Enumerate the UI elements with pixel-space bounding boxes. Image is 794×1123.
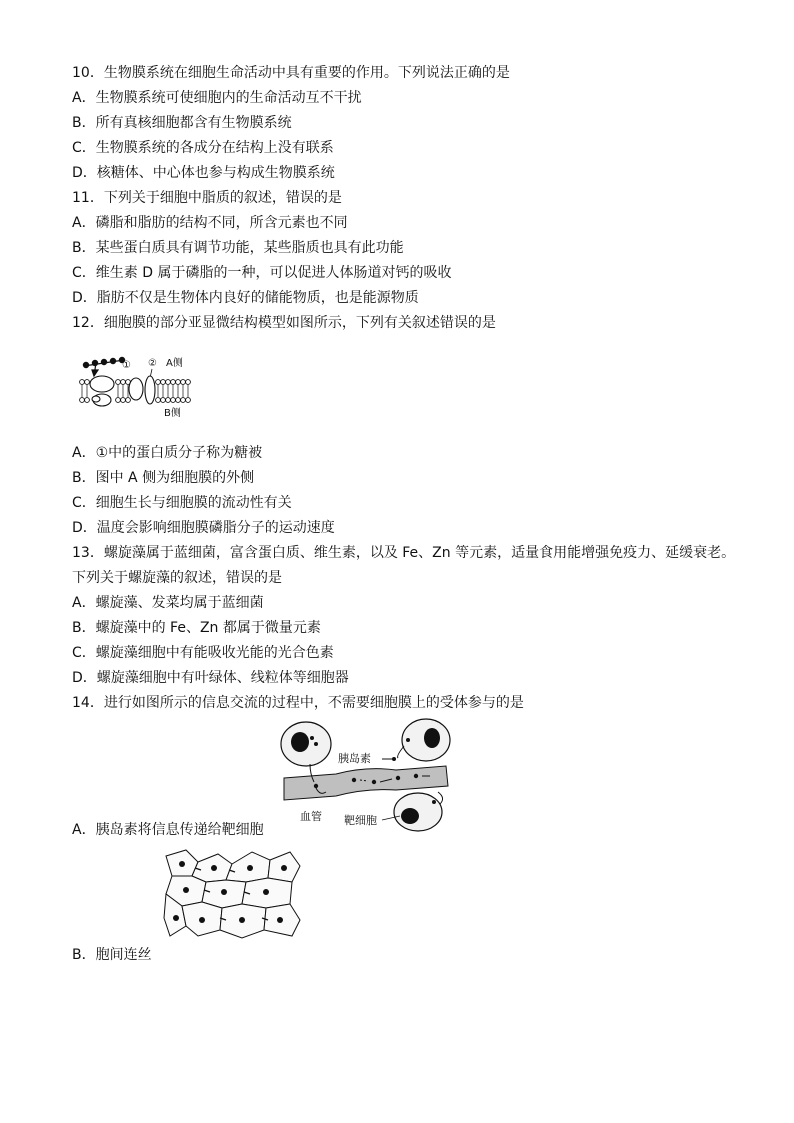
q13-option-d: D．螺旋藻细胞中有叶绿体、线粒体等细胞器 xyxy=(72,670,349,686)
q12-stem: 12．细胞膜的部分亚显微结构模型如图所示，下列有关叙述错误的是 xyxy=(72,315,496,331)
insulin-label: 胰岛素 xyxy=(338,752,371,765)
side-a-label: A侧 xyxy=(166,358,183,369)
q13-option-b: B．螺旋藻中的 Fe、Zn 都属于微量元素 xyxy=(72,620,321,636)
q13-stem-line1: 13．螺旋藻属于蓝细菌，富含蛋白质、维生素，以及 Fe、Zn 等元素，适量食用能增强免疫力、延缓衰老。 xyxy=(72,545,736,561)
q12-option-b: B．图中 A 侧为细胞膜的外侧 xyxy=(72,470,255,486)
q12-option-a: A．①中的蛋白质分子称为糖被 xyxy=(72,445,263,461)
q11-option-d: D．脂肪不仅是生物体内良好的储能物质，也是能源物质 xyxy=(72,290,419,306)
q10-stem: 10．生物膜系统在细胞生命活动中具有重要的作用。下列说法正确的是 xyxy=(72,65,510,81)
q10-option-d: D．核糖体、中心体也参与构成生物膜系统 xyxy=(72,165,335,181)
q12-option-c: C．细胞生长与细胞膜的流动性有关 xyxy=(72,495,292,511)
q10-option-c: C．生物膜系统的各成分在结构上没有联系 xyxy=(72,140,334,156)
q13-stem-line2: 下列关于螺旋藻的叙述，错误的是 xyxy=(72,570,282,586)
q11-stem: 11．下列关于细胞中脂质的叙述，错误的是 xyxy=(72,190,342,206)
q14-option-b: B．胞间连丝 xyxy=(72,947,152,963)
q11-option-a: A．磷脂和脂肪的结构不同，所含元素也不同 xyxy=(72,215,348,231)
label-1: ① xyxy=(122,360,131,371)
q10-option-b: B．所有真核细胞都含有生物膜系统 xyxy=(72,115,292,131)
q11-option-c: C．维生素 D 属于磷脂的一种，可以促进人体肠道对钙的吸收 xyxy=(72,265,452,281)
target-cell-label: 靶细胞 xyxy=(344,814,377,827)
plasmodesmata-figure xyxy=(162,846,302,942)
q10-option-a: A．生物膜系统可使细胞内的生命活动互不干扰 xyxy=(72,90,362,106)
q12-option-d: D．温度会影响细胞膜磷脂分子的运动速度 xyxy=(72,520,335,536)
side-b-label: B侧 xyxy=(164,408,181,419)
cell-membrane-figure xyxy=(78,352,198,420)
q14-stem: 14．进行如图所示的信息交流的过程中，不需要细胞膜上的受体参与的是 xyxy=(72,695,524,711)
q13-option-c: C．螺旋藻细胞中有能吸收光能的光合色素 xyxy=(72,645,334,661)
q14-option-a: A．胰岛素将信息传递给靶细胞 xyxy=(72,822,264,838)
q13-option-a: A．螺旋藻、发菜均属于蓝细菌 xyxy=(72,595,264,611)
label-2: ② xyxy=(148,358,157,369)
vessel-label: 血管 xyxy=(300,810,322,823)
insulin-signaling-figure xyxy=(276,716,456,832)
q11-option-b: B．某些蛋白质具有调节功能，某些脂质也具有此功能 xyxy=(72,240,404,256)
